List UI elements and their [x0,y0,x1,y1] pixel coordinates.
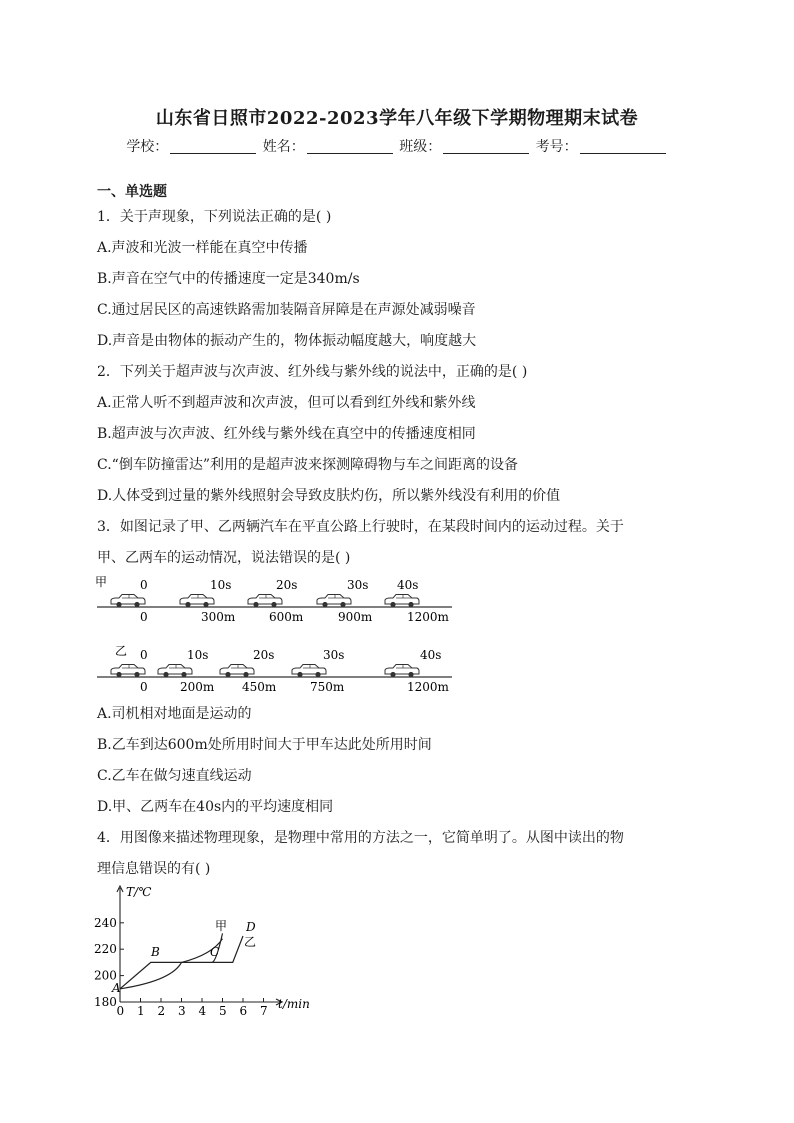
school-blank[interactable] [170,139,256,154]
jia-time-0: 0 [140,578,148,592]
curve-jia [120,933,223,988]
yi-distance-2: 450m [242,680,277,694]
jia-distance-1: 300m [201,610,236,624]
yi-time-3: 30s [323,648,345,662]
jia-label: 甲 [95,575,108,589]
jia-distance-0: 0 [140,610,148,624]
q3-stem-line2: 甲、乙两车的运动情况，说法错误的是( ) [97,550,351,566]
q2-option-a: A.正常人听不到超声波和次声波，但可以看到红外线和紫外线 [97,395,476,411]
yi-time-0: 0 [140,648,148,662]
jia-time-4: 40s [397,578,419,592]
x-tick-label: 0 [116,1004,125,1018]
x-axis-label: t/min [278,997,310,1011]
y-tick-label: 200 [94,968,117,983]
q3-option-c: C.乙车在做匀速直线运动 [97,768,252,784]
class-label: 班级： [399,139,442,155]
q2-option-c: C.“倒车防撞雷达”利用的是超声波来探测障碍物与车之间距离的设备 [97,457,518,473]
yi-car-3 [292,665,326,678]
yi-car-1 [158,665,192,678]
jia-car-0 [111,595,145,608]
yi-distance-1: 200m [180,680,215,694]
class-blank[interactable] [443,139,529,154]
yi-time-1: 10s [187,648,209,662]
y-tick-label: 240 [94,915,117,930]
jia-car-4 [385,595,419,608]
x-tick-label: 4 [198,1004,207,1018]
yi-distance-0: 0 [140,680,148,694]
q1-option-c: C.通过居民区的高速铁路需加装隔音屏障是在声源处减弱噪音 [97,302,476,318]
yi-distance-4: 1200m [407,680,449,694]
q3-option-a: A.司机相对地面是运动的 [97,706,252,722]
curve-yi-label: 乙 [244,935,257,949]
jia-distance-3: 900m [338,610,373,624]
q3-option-b: B.乙车到达600m处所用时间大于甲车达此处所用时间 [97,737,432,753]
q4-temperature-graph [92,882,322,1022]
yi-car-0 [111,665,145,678]
point-a-label: A [112,981,121,995]
x-tick-label: 1 [137,1004,145,1018]
jia-car-3 [317,595,351,608]
q2-option-b: B.超声波与次声波、红外线与紫外线在真空中的传播速度相同 [97,426,476,442]
q4-stem-line2: 理信息错误的有( ) [97,861,211,877]
q4-stem-line1: 4．用图像来描述物理现象，是物理中常用的方法之一，它简单明了。从图中读出的物 [97,830,624,846]
exam-number-blank[interactable] [580,139,666,154]
yi-car-4 [385,665,419,678]
yi-time-4: 40s [420,648,442,662]
y-axis-label: T/℃ [126,885,152,899]
jia-car-2 [248,595,282,608]
school-label: 学校： [126,139,169,155]
curve-yi [120,939,223,989]
q1-option-b: B.声音在空气中的传播速度一定是340m/s [97,271,360,287]
graph-curves [120,933,243,988]
point-b-label: B [151,945,160,959]
x-tick-label: 2 [157,1004,166,1018]
yi-car-2 [220,665,254,678]
q1-option-d: D.声音是由物体的振动产生的，物体振动幅度越大，响度越大 [97,333,477,349]
section-heading: 一、单选题 [97,184,167,200]
student-info-row [0,136,794,156]
point-c-label: C [210,945,220,959]
name-blank[interactable] [307,139,393,154]
q1-option-a: A.声波和光波一样能在真空中传播 [97,240,308,256]
jia-time-1: 10s [210,578,232,592]
y-tick-label: 180 [94,995,117,1009]
x-tick-label: 6 [239,1004,248,1018]
jia-time-2: 20s [276,578,298,592]
y-tick-label: 220 [94,942,117,957]
yi-time-2: 20s [253,648,275,662]
jia-distance-4: 1200m [407,610,449,624]
jia-car-1 [180,595,214,608]
curve-jia-label: 甲 [215,919,228,933]
yi-distance-3: 750m [310,680,345,694]
x-tick-label: 5 [219,1004,227,1018]
graph-axes [117,886,282,1005]
q1-stem: 1．关于声现象，下列说法正确的是( ) [97,209,332,225]
q2-option-d: D.人体受到过量的紫外线照射会导致皮肤灼伤，所以紫外线没有利用的价值 [97,488,561,504]
jia-time-3: 30s [347,578,369,592]
q3-option-d: D.甲、乙两车在40s内的平均速度相同 [97,799,334,815]
x-tick-label: 3 [178,1004,186,1018]
yi-label: 乙 [115,644,128,658]
name-label: 姓名： [262,139,305,155]
point-d-label: D [246,920,256,934]
exam-title: 山东省日照市2022-2023学年八年级下学期物理期末试卷 [155,108,639,129]
jia-distance-2: 600m [269,610,304,624]
q2-stem: 2．下列关于超声波与次声波、红外线与紫外线的说法中，正确的是( ) [97,364,528,380]
q3-stem-line1: 3．如图记录了甲、乙两辆汽车在平直公路上行驶时，在某段时间内的运动过程。关于 [97,519,624,535]
q3-car-diagram [95,572,460,698]
exam-number-label: 考号： [535,139,578,155]
x-tick-label: 7 [260,1004,268,1018]
